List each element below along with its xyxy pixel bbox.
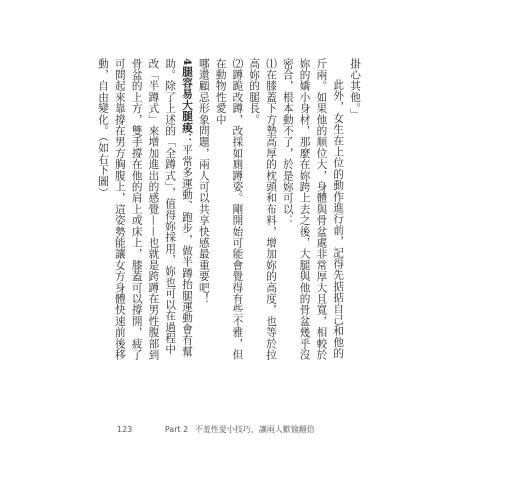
list-item: ⑵蹲跪改蹲，改採如廁蹲姿。剛開始可能會覺得有些不雅，但在動物性愛中 [214, 58, 244, 361]
body-text [94, 58, 363, 363]
paragraph: 哪還顧忌形象問題，兩人可以共享快感最重要吧！ [197, 58, 210, 305]
list-item: ⑴在膝蓋下方墊高厚的枕頭和布料，增加妳的高度，也等於拉高妳的腿長。 [248, 58, 278, 361]
paragraph: 掛心其他。」 [349, 58, 361, 120]
paragraph: 此外，女生在上位的動作進行前，記得先掂掂自己和他的斤兩。如果他的顺位大，身體與骨盆處非常厚大且寬，相較於妳的嬌小身材，那麼在妳跨上去之後，大腿與他的骨盆幾乎沒密合，根本動不了，於是妳可以： [281, 58, 345, 361]
item-heading: 4腿容易大腿痠： [181, 58, 194, 145]
paragraph: 4腿容易大腿痠：平常多運動、跑步，做半蹲抬腿運動會有幫助。除了上述的「全蹲式」，值得妳採用，妳也可以在過程中改「半蹲式」來增加進出的感覺——也就是跨蹲在男性腹部到骨盆的上方，雙手撐在他的肩上或床上，膝蓋可以撐開，疲了可間起來靠撐在男方胸腹上，這姿勢能讓女方身體快速前後移動，自由變化。（如右下圖） [97, 58, 194, 361]
chapter-title: 不羞性愛小技巧，讓兩人歡愉翻倍 [194, 425, 315, 434]
part-label: Part 2 [164, 425, 189, 434]
page-number: 123 [117, 425, 133, 434]
page-footer [117, 424, 315, 435]
